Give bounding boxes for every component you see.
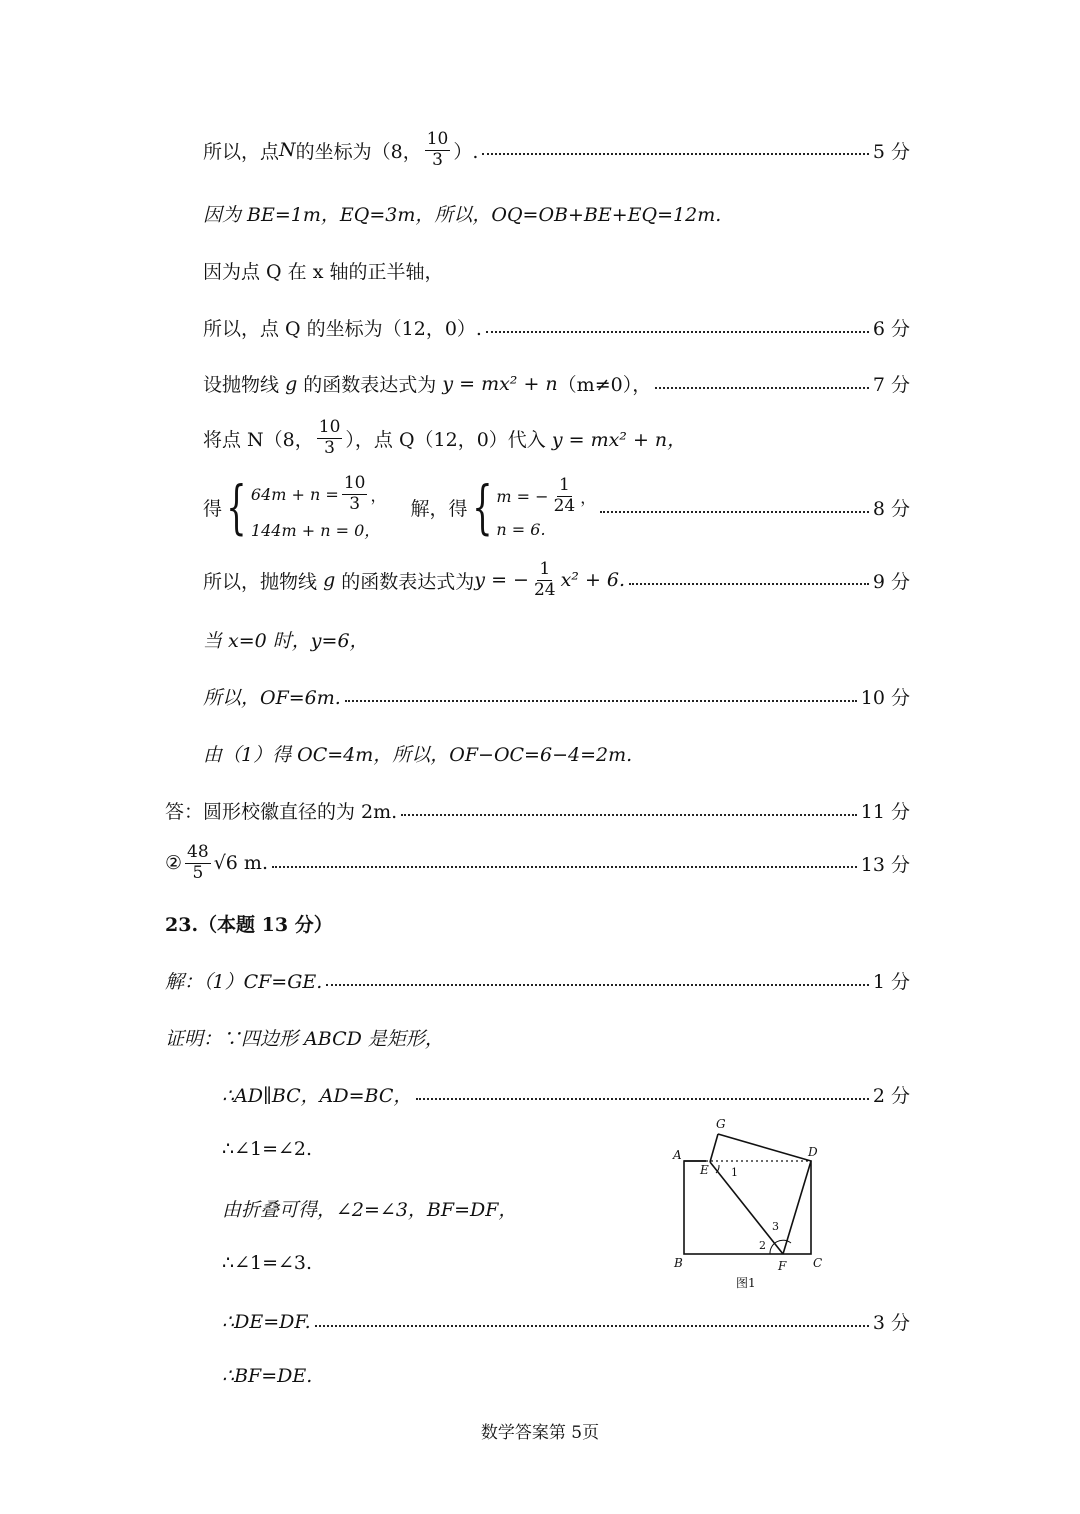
text-line: 由折叠可得，∠2=∠3，BF=DF， — [222, 1199, 518, 1221]
text-line: 由（1）得 OC=4m，所以，OF−OC=6−4=2m. — [203, 744, 633, 766]
leader-dots — [315, 1325, 869, 1327]
score: 8 分 — [872, 498, 910, 521]
score: 9 分 — [872, 570, 910, 593]
line-n-coordinate: 所以，点 N 的坐标为（8， $\frac{10}{3}$ ）. 5 分 — [203, 129, 910, 170]
figure-caption: 图1 — [736, 1276, 756, 1290]
leader-dots — [629, 583, 869, 585]
label-b: B — [674, 1256, 683, 1270]
score: 2 分 — [872, 1085, 910, 1107]
text-line: ∴BF=DE. — [222, 1365, 313, 1387]
text-line: 当 x=0 时，y=6， — [203, 630, 369, 652]
text-line: 因为点 Q 在 x 轴的正半轴， — [203, 261, 444, 283]
page-footer: 数学答案第 5页 — [480, 1423, 600, 1443]
line-of: 所以，OF=6m. 10 分 — [203, 683, 910, 710]
leader-dots — [486, 331, 869, 333]
line-answer: 答：圆形校徽直径的为 2m. 11 分 — [165, 797, 910, 824]
leader-dots — [600, 511, 869, 513]
leader-dots — [655, 387, 869, 389]
label-2: 2 — [759, 1239, 766, 1252]
score: 10 分 — [860, 687, 910, 709]
segment-ge — [710, 1134, 718, 1162]
line-parabola-setup: 设抛物线 g 的函数表达式为 y = mx² + n （m≠0）， 7 分 — [203, 370, 910, 397]
label-f: F — [778, 1259, 787, 1273]
line-equation-system: 得 { 64m + n = $\frac{10}{3}$ ， 144m + n = 0， 解，得 { m = − $\frac{1}{24}$ ， n = 6. 8 分 — [203, 473, 910, 542]
label-d: D — [808, 1145, 818, 1159]
score: 1 分 — [872, 971, 910, 993]
label-e: E — [700, 1163, 709, 1177]
line-substitute: 将点 N（8， $\frac{10}{3}$ ），点 Q（12，0）代入 y = mx² + n， — [203, 417, 687, 458]
leader-dots — [326, 984, 869, 986]
question-heading: 23.（本题 13 分） — [165, 914, 333, 936]
score: 7 分 — [872, 374, 910, 396]
score: 11 分 — [860, 801, 910, 823]
leader-dots — [345, 700, 857, 702]
equation-system: { 64m + n = $\frac{10}{3}$ ， 144m + n = 0， — [226, 473, 387, 542]
label-1: 1 — [731, 1166, 738, 1179]
score: 6 分 — [872, 318, 910, 340]
line-parallel: ∴AD∥BC，AD=BC， 2 分 — [222, 1081, 910, 1108]
leader-dots — [416, 1098, 868, 1100]
text-line: 证明：∵四边形 ABCD 是矩形， — [165, 1028, 444, 1050]
fraction: $\frac{10}{3}$ — [426, 129, 449, 170]
solution-system: { m = − $\frac{1}{24}$ ， n = 6. — [471, 473, 597, 542]
label-3: 3 — [772, 1220, 779, 1233]
label-g: G — [716, 1117, 726, 1131]
leader-dots — [401, 814, 857, 816]
text-line: 因为 BE=1m，EQ=3m，所以，OQ=OB+BE+EQ=12m. — [203, 204, 722, 226]
leader-dots — [272, 866, 857, 868]
fraction: $\frac{10}{3}$ — [318, 417, 341, 458]
score: 13 分 — [860, 853, 910, 876]
line-part2: ② $\frac{48}{5}$ √6 m. 13 分 — [165, 842, 910, 883]
score: 5 分 — [872, 140, 910, 163]
label-c: C — [813, 1256, 823, 1270]
line-q-coordinate: 所以，点 Q 的坐标为（12，0）. 6 分 — [203, 314, 910, 341]
segment-df — [783, 1161, 811, 1254]
line-de-df: ∴DE=DF. 3 分 — [222, 1308, 910, 1335]
leader-dots — [482, 153, 868, 155]
label-a: A — [673, 1148, 682, 1162]
segment-ef — [710, 1162, 783, 1254]
text-line: ∴∠1=∠2. — [222, 1138, 313, 1160]
geometry-figure — [670, 1112, 830, 1292]
line-parabola-result: 所以，抛物线 g 的函数表达式为 y = − $\frac{1}{24}$ x² + 6. 9 分 — [203, 559, 910, 600]
segment-gd — [718, 1134, 811, 1161]
text-line: ∴∠1=∠3. — [222, 1252, 313, 1274]
score: 3 分 — [872, 1312, 910, 1334]
line-solution: 解：（1）CF=GE. 1 分 — [165, 967, 910, 994]
